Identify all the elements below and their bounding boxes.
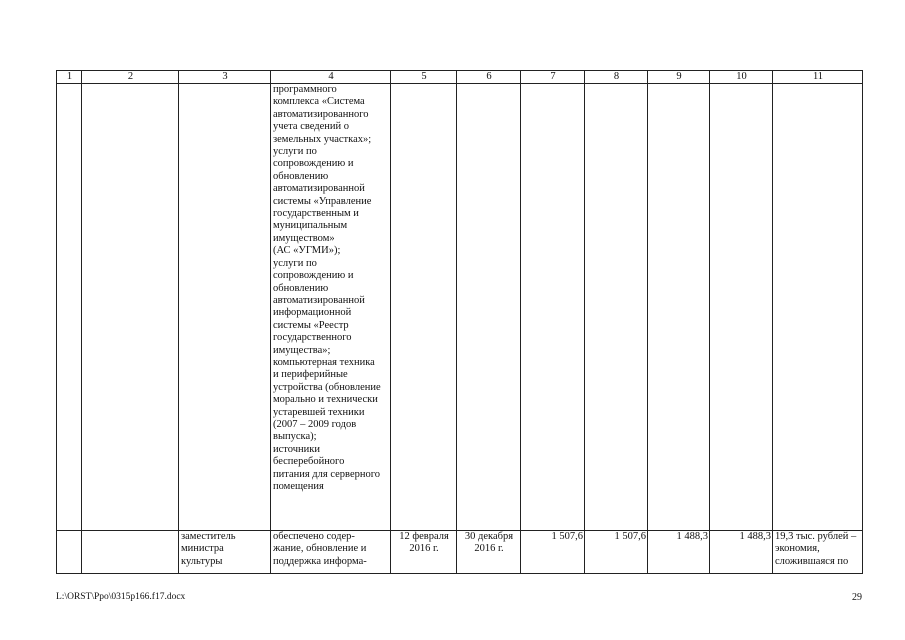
header-cell: 7 <box>521 71 585 84</box>
table-cell-amount: 1 488,3 <box>648 531 710 574</box>
table-cell <box>179 84 271 531</box>
table-cell <box>457 84 521 531</box>
header-cell: 6 <box>457 71 521 84</box>
table-cell-description: программного комплекса «Система автоматизированного учета сведений о земельных участках»; услуги по сопровождению и обновлению автоматизированной системы «Управление государственным и муниципальным имуществом» (АС «УГМИ»); услуги по сопровождению и обновлению автоматизированной информационной системы «Реестр государственного имущества»; компьютерная техника и периферийные устройства (обновление морально и технически устаревшей техники (2007 – 2009 годов выпуска); источники бесперебойного питания для серверного помещения <box>271 84 391 531</box>
table-cell <box>82 84 179 531</box>
table-cell <box>57 531 82 574</box>
header-cell: 8 <box>585 71 648 84</box>
table-cell <box>391 84 457 531</box>
header-cell: 11 <box>773 71 863 84</box>
header-cell: 10 <box>710 71 773 84</box>
table-cell <box>710 84 773 531</box>
table-cell-responsible: заместитель министра культуры <box>179 531 271 574</box>
report-table <box>56 70 863 574</box>
header-cell: 2 <box>82 71 179 84</box>
header-cell: 3 <box>179 71 271 84</box>
table-cell-amount: 1 507,6 <box>585 531 648 574</box>
table-cell <box>521 84 585 531</box>
table-cell-end-date: 30 декабря 2016 г. <box>457 531 521 574</box>
header-row <box>57 71 863 84</box>
table-cell <box>648 84 710 531</box>
header-cell: 5 <box>391 71 457 84</box>
table-cell-description: обеспечено содер- жание, обновление и поддержка информа- <box>271 531 391 574</box>
file-path: L:\ORST\Ppo\0315p166.f17.docx <box>56 592 186 602</box>
header-cell: 1 <box>57 71 82 84</box>
table-row <box>57 531 863 574</box>
table-cell-amount: 1 488,3 <box>710 531 773 574</box>
table-cell-note: 19,3 тыс. рублей – экономия, сложившаяся по <box>773 531 863 574</box>
table-cell <box>57 84 82 531</box>
table-cell <box>585 84 648 531</box>
table-cell <box>82 531 179 574</box>
header-cell: 4 <box>271 71 391 84</box>
header-cell: 9 <box>648 71 710 84</box>
table-cell-amount: 1 507,6 <box>521 531 585 574</box>
page-number: 29 <box>852 592 862 603</box>
table-cell-start-date: 12 февраля 2016 г. <box>391 531 457 574</box>
table-row <box>57 84 863 531</box>
table-cell <box>773 84 863 531</box>
